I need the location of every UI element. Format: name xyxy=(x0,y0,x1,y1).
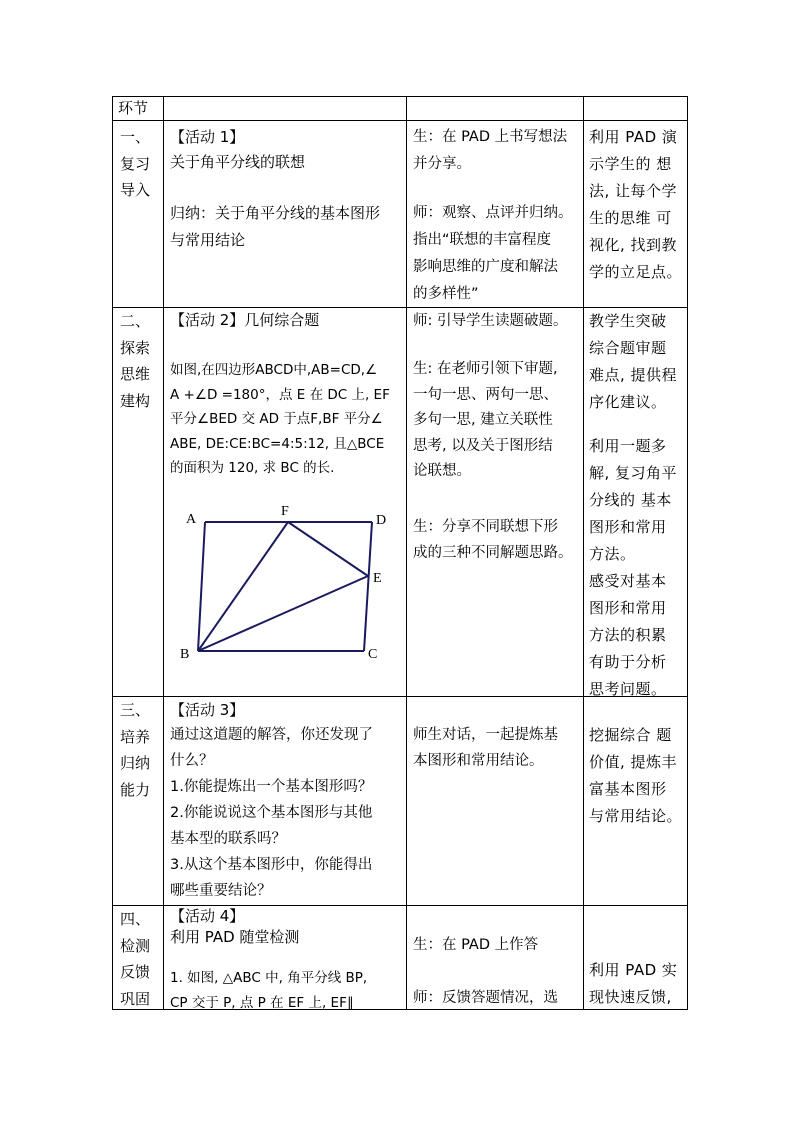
section2-student xyxy=(413,357,558,485)
stage-line: 四、 xyxy=(120,910,151,928)
intent-line: 有助于分析 xyxy=(589,653,667,671)
intent-line: 挖掘综合 题 xyxy=(589,726,672,744)
stage-line: 导入 xyxy=(120,181,151,199)
intent-line: 生的思维 可 xyxy=(589,209,672,227)
summary-line: 归纳：关于角平分线的基本图形 xyxy=(170,204,381,222)
label-e: E xyxy=(373,571,382,586)
activity-line: 2.你能说说这个基本图形与其他 xyxy=(170,805,373,821)
activity-line: 1.你能提炼出一个基本图形吗？ xyxy=(170,779,373,795)
stage-line: 一、 xyxy=(120,128,151,146)
intent-line: 难点, 提供程 xyxy=(589,366,678,384)
table-border xyxy=(112,120,688,121)
segment-ab xyxy=(198,522,205,651)
label-a: A xyxy=(186,512,197,527)
stage-line: 思维 xyxy=(120,365,151,383)
student-line: 思考, 以及关于图形结 xyxy=(413,437,553,454)
intent-line: 与常用结论。 xyxy=(589,807,683,825)
table-border xyxy=(163,96,164,1010)
activity-line: 3.从这个基本图形中，你能得出 xyxy=(170,857,373,873)
student-line: 生: 在老师引领下审题, xyxy=(413,361,558,377)
section4-problem xyxy=(170,966,367,1015)
intent-line: 综合题审题 xyxy=(589,339,667,357)
section4-teacher-line: 师：反馈答题情况，选 xyxy=(413,990,558,1006)
intent-line: 方法的积累 xyxy=(589,626,667,644)
intent-line: 分线的 基本 xyxy=(589,491,672,509)
stage-line: 探索 xyxy=(120,338,151,357)
stage-line: 三、 xyxy=(120,701,151,719)
section4-stage xyxy=(120,906,150,1012)
summary-line: 与常用结论 xyxy=(170,231,246,249)
intent-line: 教学生突破 xyxy=(589,312,667,330)
section3-activity-title: 【活动 3】 xyxy=(170,701,245,719)
stage-line: 二、 xyxy=(120,312,151,330)
problem-line: 的面积为 120, 求 BC 的长. xyxy=(170,460,335,476)
problem-line: CP 交于 P, 点 P 在 EF 上, EF∥ xyxy=(170,994,354,1011)
label-c: C xyxy=(368,647,378,662)
intent-line: 学的立足点。 xyxy=(589,263,683,281)
teacher-line: 本图形和常用结论。 xyxy=(413,752,544,769)
section1-activity-title: 【活动 1】 xyxy=(170,128,245,146)
section4-activity-title: 【活动 4】 xyxy=(170,907,245,925)
intent-line: 方法。 xyxy=(589,545,636,563)
table-border xyxy=(583,96,584,1010)
section3-intent xyxy=(589,722,682,830)
intent-line: 法, 让每个学 xyxy=(589,182,678,200)
intent-line: 利用 PAD 实 xyxy=(589,961,678,979)
intent-line: 图形和常用 xyxy=(589,518,667,536)
table-border xyxy=(687,96,688,1010)
intent-line: 富基本图形 xyxy=(589,780,667,798)
section2-intent2 xyxy=(589,433,677,703)
table-border xyxy=(112,96,113,1010)
activity-line: 哪些重要结论？ xyxy=(170,883,272,899)
teacher-line: 指出“联想的丰富程度 xyxy=(413,232,552,248)
section1-student xyxy=(413,124,567,178)
student-line: 并分享。 xyxy=(413,156,471,172)
stage-line: 建构 xyxy=(120,391,151,410)
intent-line: 解, 复习角平 xyxy=(589,464,678,482)
section1-teacher xyxy=(413,200,573,308)
intent-line: 感受对基本 xyxy=(589,572,667,590)
student-line: 生：在 PAD 上书写想法 xyxy=(413,129,568,145)
activity-line: 什么？ xyxy=(170,753,214,769)
section2-activity-title: 【活动 2】几何综合题 xyxy=(170,311,320,329)
student-line: 多句一思, 建立关联性 xyxy=(413,412,553,428)
activity-line: 通过这道题的解答，你还发现了 xyxy=(170,727,373,743)
stage-line: 归纳 xyxy=(120,754,151,772)
intent-line: 利用一题多 xyxy=(589,437,667,455)
stage-line: 检测 xyxy=(120,936,151,955)
table-border xyxy=(112,96,688,97)
stage-line: 复习 xyxy=(120,154,151,173)
quadrilateral-figure xyxy=(170,496,410,676)
stage-line: 能力 xyxy=(120,780,151,799)
section2-problem xyxy=(170,358,390,481)
section2-stage xyxy=(120,308,150,414)
label-f: F xyxy=(281,504,289,519)
stage-line: 培养 xyxy=(120,727,151,746)
segment-fe xyxy=(288,522,368,576)
section1-activity-line: 关于角平分线的联想 xyxy=(170,153,306,171)
intent-line: 利用 PAD 演 xyxy=(589,128,678,146)
section1-summary xyxy=(170,200,380,254)
section2-intent xyxy=(589,308,677,416)
problem-line: 如图,在四边形ABCD中,AB=CD,∠ xyxy=(170,362,378,378)
label-d: D xyxy=(376,513,387,528)
teacher-line: 的多样性” xyxy=(413,286,479,302)
intent-line: 图形和常用 xyxy=(589,599,667,617)
section3-teacher xyxy=(413,723,558,774)
stage-line: 巩固 xyxy=(120,989,151,1008)
section4-intent xyxy=(589,957,677,1011)
student-line: 论联想。 xyxy=(413,463,471,479)
section1-stage xyxy=(120,124,150,204)
intent-line: 思考问题。 xyxy=(589,680,667,698)
teacher-line: 师：观察、点评并归纳。 xyxy=(413,205,573,221)
header-stage: 环节 xyxy=(118,99,149,117)
section4-student-line: 生：在 PAD 上作答 xyxy=(413,937,539,953)
intent-line: 价值, 提炼丰 xyxy=(589,753,678,771)
section1-intent xyxy=(589,124,682,286)
teacher-line: 师生对话，一起提炼基 xyxy=(413,727,558,743)
activity-line: 基本型的联系吗？ xyxy=(170,831,286,847)
student-line: 一句一思、两句一思、 xyxy=(413,386,558,403)
intent-line: 现快速反馈, xyxy=(589,988,672,1006)
intent-line: 序化建议。 xyxy=(589,393,667,411)
share-line: 生：分享不同联想下形 xyxy=(413,519,558,535)
problem-line: 1. 如图, △ABC 中, 角平分线 BP, xyxy=(170,970,368,986)
problem-line: A +∠D =180°，点 E 在 DC 上, EF xyxy=(170,386,390,403)
section3-activity xyxy=(170,722,373,904)
section4-activity-line: 利用 PAD 随堂检测 xyxy=(170,928,300,946)
intent-line: 视化, 找到教 xyxy=(589,236,678,254)
problem-line: 平分∠BED 交 AD 于点F,BF 平分∠ xyxy=(170,411,383,427)
label-b: B xyxy=(180,647,190,662)
stage-line: 反馈 xyxy=(120,963,151,981)
problem-line: ABE, DE:CE:BC=4:5:12, 且△BCE xyxy=(170,435,385,452)
segment-dc xyxy=(364,522,372,651)
share-line: 成的三种不同解题思路。 xyxy=(413,544,573,561)
teacher-line: 影响思维的广度和解法 xyxy=(413,259,558,275)
section2-teacher-line: 师: 引导学生读题破题。 xyxy=(413,313,568,329)
intent-line: 示学生的 想 xyxy=(589,155,672,173)
section2-share xyxy=(413,515,573,566)
section3-stage xyxy=(120,697,150,803)
